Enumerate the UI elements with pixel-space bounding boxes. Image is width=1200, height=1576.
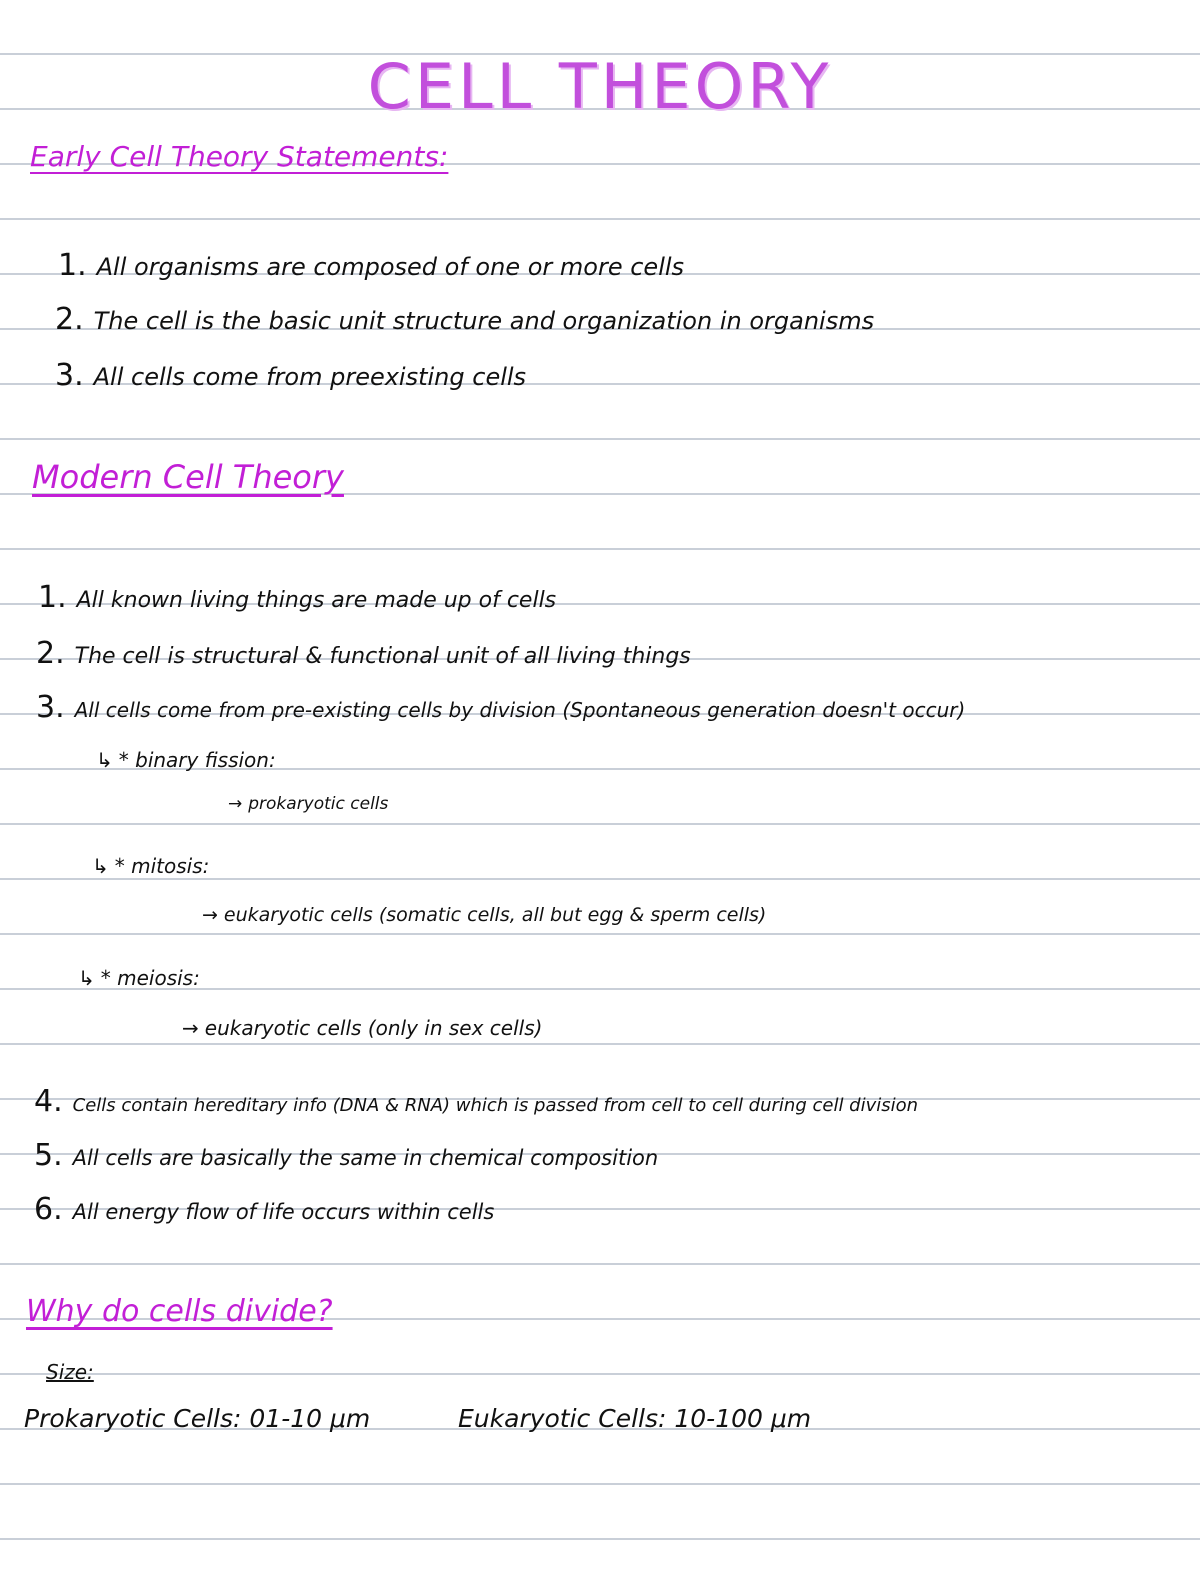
item-number: 1. xyxy=(58,248,87,283)
modern-item-4 xyxy=(34,1084,918,1119)
sub-meiosis xyxy=(78,966,200,990)
sub-text: * mitosis: xyxy=(114,854,210,878)
item-text: All cells are basically the same in chemical composition xyxy=(72,1146,659,1170)
sub-text: * meiosis: xyxy=(100,966,200,990)
size-label: Size: xyxy=(46,1360,94,1384)
sub-mitosis xyxy=(92,854,209,878)
eukaryotic-size: Eukaryotic Cells: 10-100 μm xyxy=(458,1404,812,1433)
modern-item-5 xyxy=(34,1138,658,1173)
item-text: All energy flow of life occurs within cells xyxy=(72,1200,495,1224)
item-text: All known living things are made up of cells xyxy=(76,588,557,613)
item-number: 3. xyxy=(36,690,65,725)
hook-arrow-icon: ↳ xyxy=(78,966,95,990)
item-number: 3. xyxy=(55,358,84,393)
early-item-2 xyxy=(55,302,874,337)
item-number: 2. xyxy=(36,636,65,671)
item-text: All cells come from pre-existing cells by division (Spontaneous generation doesn't occur) xyxy=(74,698,966,722)
sub-eukaryotic-sex xyxy=(182,1016,542,1040)
hook-arrow-icon: ↳ xyxy=(96,748,113,772)
early-item-1 xyxy=(58,248,684,283)
modern-item-3 xyxy=(36,690,965,725)
item-text: The cell is structural & functional unit of all living things xyxy=(74,644,691,669)
modern-item-6 xyxy=(34,1192,494,1227)
sub-text: * binary fission: xyxy=(118,748,276,772)
sub-prokaryotic xyxy=(228,794,388,814)
prokaryotic-size: Prokaryotic Cells: 01-10 μm xyxy=(24,1404,371,1433)
item-number: 6. xyxy=(34,1192,63,1227)
right-arrow-icon: → xyxy=(228,794,243,814)
early-heading: Early Cell Theory Statements: xyxy=(30,140,449,173)
item-text: The cell is the basic unit structure and organization in organisms xyxy=(93,307,875,335)
sub-eukaryotic-somatic xyxy=(202,904,766,926)
hook-arrow-icon: ↳ xyxy=(92,854,109,878)
modern-item-1 xyxy=(38,580,556,615)
item-text: Cells contain hereditary info (DNA & RNA) which is passed from cell to cell during cell division xyxy=(72,1095,919,1116)
modern-heading: Modern Cell Theory xyxy=(32,458,344,496)
right-arrow-icon: → xyxy=(182,1016,199,1040)
sub-text: eukaryotic cells (only in sex cells) xyxy=(204,1016,543,1040)
sub-binary-fission xyxy=(96,748,276,772)
early-item-3 xyxy=(55,358,526,393)
item-number: 2. xyxy=(55,302,84,337)
sub-text: eukaryotic cells (somatic cells, all but egg & sperm cells) xyxy=(223,904,767,926)
item-text: All organisms are composed of one or more cells xyxy=(96,253,685,281)
item-text: All cells come from preexisting cells xyxy=(93,363,527,391)
divide-heading: Why do cells divide? xyxy=(26,1294,333,1329)
item-number: 1. xyxy=(38,580,67,615)
page-title: CELL THEORY xyxy=(367,50,833,123)
item-number: 4. xyxy=(34,1084,63,1119)
item-number: 5. xyxy=(34,1138,63,1173)
sub-text: prokaryotic cells xyxy=(248,794,389,814)
modern-item-2 xyxy=(36,636,691,671)
right-arrow-icon: → xyxy=(202,904,218,926)
